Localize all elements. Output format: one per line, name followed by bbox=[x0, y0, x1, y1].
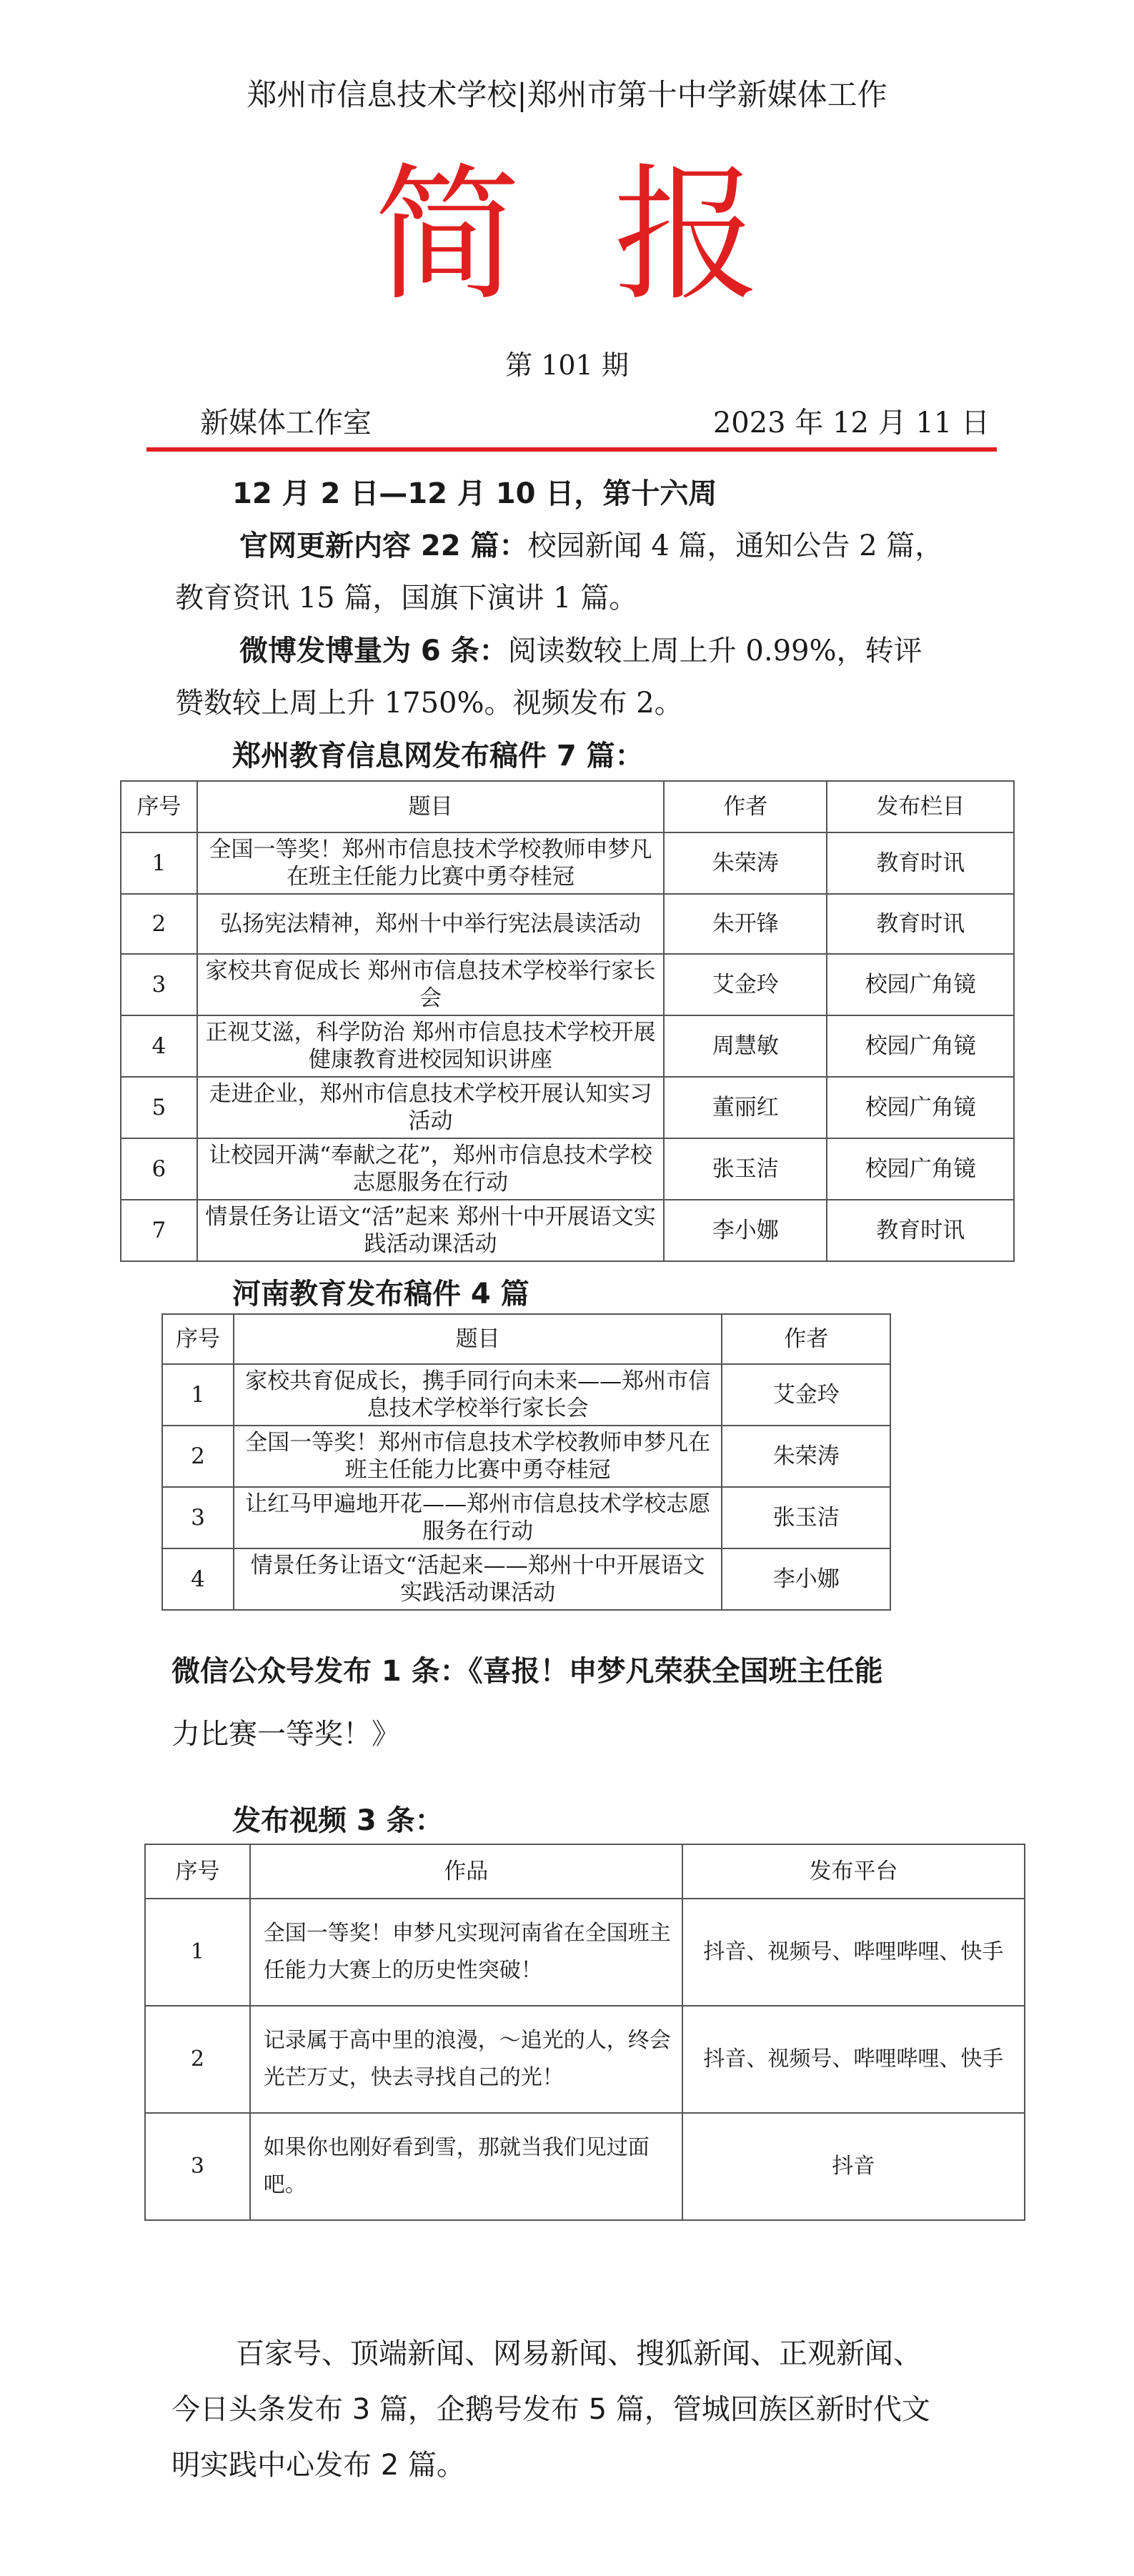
video-table-row bbox=[145, 2113, 1025, 2220]
video-table-row bbox=[145, 2006, 1025, 2113]
zz-table-cell: 走进企业，郑州市信息技术学校开展认知实习活动 bbox=[197, 1077, 664, 1138]
hn-table-cell: 情景任务让语文“活起来——郑州十中开展语文实践活动课活动 bbox=[234, 1548, 722, 1610]
zz-table-cell: 正视艾滋，科学防治 郑州市信息技术学校开展健康教育进校园知识讲座 bbox=[197, 1015, 664, 1077]
hn-table-row bbox=[162, 1548, 890, 1610]
zz-table-cell: 张玉洁 bbox=[664, 1138, 827, 1200]
zz-table-row bbox=[121, 1077, 1014, 1138]
wechat-line-1-text: 微信公众号发布 1 条：《喜报！申梦凡荣获全国班主任能 bbox=[171, 1655, 883, 1688]
video-table bbox=[144, 1844, 1025, 2221]
hn-table-cell: 让红马甲遍地开花——郑州市信息技术学校志愿服务在行动 bbox=[234, 1487, 722, 1548]
zz-table-cell: 4 bbox=[121, 1015, 197, 1077]
zz-table-cell: 让校园开满“奉献之花”，郑州市信息技术学校志愿服务在行动 bbox=[197, 1138, 664, 1200]
zz-table-cell: 2 bbox=[121, 894, 197, 954]
hn-table-cell: 艾金玲 bbox=[722, 1364, 890, 1426]
video-table-row bbox=[145, 1899, 1025, 2006]
hn-table-cell: 2 bbox=[162, 1426, 234, 1487]
week-line: 12 月 2 日—12 月 10 日，第十六周 bbox=[232, 477, 717, 510]
hn-table-row bbox=[162, 1364, 890, 1426]
hn-table-row bbox=[162, 1426, 890, 1487]
hn-table-header-cell: 序号 bbox=[162, 1314, 234, 1364]
zz-table-cell: 6 bbox=[121, 1138, 197, 1200]
zz-table-row bbox=[121, 832, 1014, 894]
zz-table-row bbox=[121, 1200, 1014, 1261]
zz-table-row bbox=[121, 1138, 1014, 1200]
video-table-cell: 抖音、视频号、哔哩哔哩、快手 bbox=[682, 2006, 1025, 2113]
zz-table-cell: 家校共育促成长 郑州市信息技术学校举行家长会 bbox=[197, 954, 664, 1015]
hn-table bbox=[161, 1313, 891, 1611]
website-text-2: 教育资讯 15 篇，国旗下演讲 1 篇。 bbox=[175, 582, 638, 615]
zz-table-cell: 教育时讯 bbox=[827, 832, 1014, 894]
wechat-line-1 bbox=[171, 1640, 1029, 1703]
hn-table-heading: 河南教育发布稿件 4 篇 bbox=[232, 1278, 529, 1311]
hn-table-header-cell: 作者 bbox=[722, 1314, 890, 1364]
hn-table-cell: 3 bbox=[162, 1487, 234, 1548]
issue-number: 第 101 期 bbox=[505, 349, 629, 381]
video-table-cell: 如果你也刚好看到雪，那就当我们见过面吧。 bbox=[250, 2113, 682, 2220]
hn-table-cell: 朱荣涛 bbox=[722, 1426, 890, 1487]
zz-table-cell: 朱荣涛 bbox=[664, 832, 827, 894]
zz-table-cell: 董丽红 bbox=[664, 1077, 827, 1138]
zz-table-cell: 1 bbox=[121, 832, 197, 894]
video-table-cell: 全国一等奖！申梦凡实现河南省在全国班主任能力大赛上的历史性突破！ bbox=[250, 1899, 682, 2006]
video-table-cell: 2 bbox=[145, 2006, 250, 2113]
hn-table-cell: 4 bbox=[162, 1548, 234, 1610]
weibo-paragraph bbox=[175, 625, 968, 730]
closing-line-1: 百家号、顶端新闻、网易新闻、搜狐新闻、正观新闻、 bbox=[236, 2337, 922, 2370]
zz-table-cell: 全国一等奖！郑州市信息技术学校教师申梦凡在班主任能力比赛中勇夺桂冠 bbox=[197, 832, 664, 894]
hn-table-cell: 张玉洁 bbox=[722, 1487, 890, 1548]
zz-table-cell: 朱开锋 bbox=[664, 894, 827, 954]
wechat-paragraph bbox=[171, 1640, 1029, 1766]
office-name: 新媒体工作室 bbox=[200, 407, 372, 439]
hn-table-cell: 1 bbox=[162, 1364, 234, 1426]
zz-table-cell: 7 bbox=[121, 1200, 197, 1261]
video-table-cell: 1 bbox=[145, 1899, 250, 2006]
hn-table-cell: 李小娜 bbox=[722, 1548, 890, 1610]
video-table-cell: 抖音 bbox=[682, 2113, 1025, 2220]
wechat-line-2: 力比赛一等奖！》 bbox=[171, 1718, 400, 1751]
closing-line-3: 明实践中心发布 2 篇。 bbox=[171, 2449, 465, 2482]
zz-table-cell: 5 bbox=[121, 1077, 197, 1138]
zz-table-header-cell: 序号 bbox=[121, 781, 197, 832]
issue-date: 2023 年 12 月 11 日 bbox=[712, 407, 990, 439]
zz-table-cell: 李小娜 bbox=[664, 1200, 827, 1261]
zz-table-cell: 3 bbox=[121, 954, 197, 1015]
video-table-header-cell: 发布平台 bbox=[682, 1844, 1025, 1899]
zz-table-cell: 校园广角镜 bbox=[827, 954, 1014, 1015]
zz-table-header-cell: 发布栏目 bbox=[827, 781, 1014, 832]
video-table-heading: 发布视频 3 条： bbox=[232, 1804, 444, 1837]
video-table-header-cell: 作品 bbox=[250, 1844, 682, 1899]
video-table-cell: 记录属于高中里的浪漫，～追光的人，终会光芒万丈，快去寻找自己的光！ bbox=[250, 2006, 682, 2113]
video-table-cell: 3 bbox=[145, 2113, 250, 2220]
video-table-header-cell: 序号 bbox=[145, 1844, 250, 1899]
hn-table-row bbox=[162, 1487, 890, 1548]
zz-table-header-cell: 题目 bbox=[197, 781, 664, 832]
bulletin-title: 简报 bbox=[374, 151, 853, 321]
zz-table-row bbox=[121, 954, 1014, 1015]
website-text-1: 校园新闻 4 篇，通知公告 2 篇， bbox=[527, 529, 944, 562]
video-table-cell: 抖音、视频号、哔哩哔哩、快手 bbox=[682, 1899, 1025, 2006]
zz-table-cell: 情景任务让语文“活”起来 郑州十中开展语文实践活动课活动 bbox=[197, 1200, 664, 1261]
zz-table-cell: 教育时讯 bbox=[827, 894, 1014, 954]
zz-table-row bbox=[121, 1015, 1014, 1077]
website-paragraph bbox=[175, 520, 968, 625]
weibo-text-1: 阅读数较上周上升 0.99%，转评 bbox=[507, 635, 922, 667]
hn-table-cell: 家校共育促成长，携手同行向未来——郑州市信息技术学校举行家长会 bbox=[234, 1364, 722, 1426]
weibo-text-2: 赞数较上周上升 1750%。视频发布 2。 bbox=[175, 687, 683, 720]
zz-table-row bbox=[121, 894, 1014, 954]
zz-table-cell: 校园广角镜 bbox=[827, 1015, 1014, 1077]
org-header: 郑州市信息技术学校|郑州市第十中学新媒体工作 bbox=[247, 77, 887, 112]
zz-table bbox=[120, 780, 1015, 1262]
closing-line-2: 今日头条发布 3 篇，企鹅号发布 5 篇，管城回族区新时代文 bbox=[171, 2393, 930, 2426]
zz-table-cell: 教育时讯 bbox=[827, 1200, 1014, 1261]
zz-table-cell: 弘扬宪法精神，郑州十中举行宪法晨读活动 bbox=[197, 894, 664, 954]
closing-paragraph bbox=[171, 2326, 1029, 2493]
red-divider bbox=[146, 447, 997, 452]
zz-table-cell: 校园广角镜 bbox=[827, 1077, 1014, 1138]
weibo-lead: 微博发博量为 6 条： bbox=[239, 635, 508, 667]
hn-table-header-cell: 题目 bbox=[234, 1314, 722, 1364]
zz-table-header-cell: 作者 bbox=[664, 781, 827, 832]
zz-table-cell: 校园广角镜 bbox=[827, 1138, 1014, 1200]
website-lead: 官网更新内容 22 篇： bbox=[239, 529, 528, 562]
zz-table-cell: 艾金玲 bbox=[664, 954, 827, 1015]
zz-table-heading: 郑州教育信息网发布稿件 7 篇： bbox=[232, 740, 644, 772]
zz-table-cell: 周慧敏 bbox=[664, 1015, 827, 1077]
hn-table-cell: 全国一等奖！郑州市信息技术学校教师申梦凡在班主任能力比赛中勇夺桂冠 bbox=[234, 1426, 722, 1487]
